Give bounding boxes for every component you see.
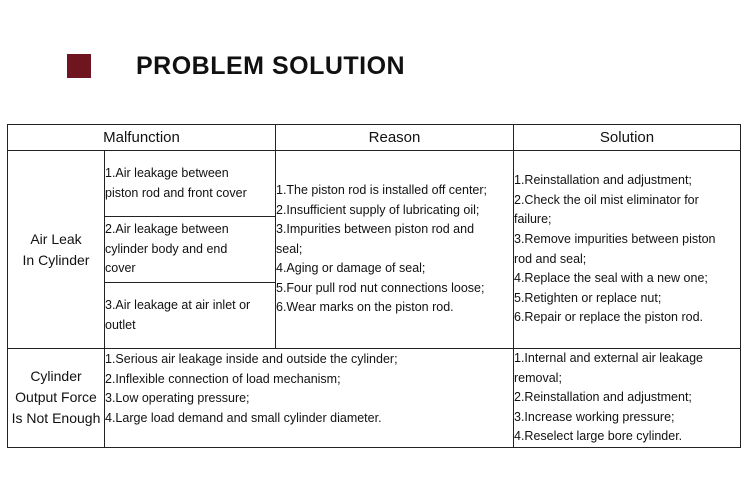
reason-line: 2.Inflexible connection of load mechanism;: [105, 371, 341, 386]
header-solution: Solution: [514, 125, 741, 151]
reason-line: 1.Serious air leakage inside and outside the cylinder;: [105, 352, 398, 366]
solution-line: 3.Increase working pressure;: [514, 409, 675, 424]
sub-item-cell: [105, 151, 276, 217]
malfunction-cell: [8, 349, 105, 448]
solution-line: removal;: [514, 370, 562, 385]
solution-line: 6.Repair or replace the piston rod.: [514, 310, 703, 325]
reason-line: 4.Large load demand and small cylinder diameter.: [105, 410, 382, 425]
reason-line: 5.Four pull rod nut connections loose;: [276, 280, 485, 295]
solution-line: 1.Reinstallation and adjustment;: [514, 173, 692, 188]
reason-cell: [276, 151, 514, 349]
solution-cell: [514, 349, 741, 448]
solution-line: 2.Check the oil mist eliminator for: [514, 192, 699, 207]
table-header-row: [8, 125, 741, 151]
solution-line: 4.Reselect large bore cylinder.: [514, 429, 683, 444]
solution-line: failure;: [514, 212, 552, 227]
sub-item-line: 1.Air leakage between: [105, 165, 229, 180]
solution-line: 1.Internal and external air leakage: [514, 351, 704, 365]
table-row: [8, 151, 741, 217]
solution-line: 4.Replace the seal with a new one;: [514, 271, 708, 286]
malfunction-cell: [8, 151, 105, 349]
sub-item-line: cover: [105, 261, 136, 276]
reason-cell: [105, 349, 514, 448]
malfunction-label-line: Air Leak: [30, 230, 82, 247]
sub-item-cell: [105, 217, 276, 283]
section-heading: [67, 52, 405, 80]
reason-line: 6.Wear marks on the piston rod.: [276, 300, 454, 315]
malfunction-label-line: Is Not Enough: [11, 410, 101, 427]
solution-line: rod and seal;: [514, 251, 587, 266]
solution-line: 3.Remove impurities between piston: [514, 231, 716, 246]
heading-accent-square: [67, 54, 91, 78]
reason-line: 2.Insufficient supply of lubricating oil;: [276, 202, 480, 217]
header-malfunction: Malfunction: [8, 125, 276, 151]
problem-solution-table: [7, 124, 741, 448]
malfunction-label-line: Output Force: [15, 389, 97, 406]
solution-line: 5.Retighten or replace nut;: [514, 290, 662, 305]
malfunction-label-line: In Cylinder: [22, 251, 90, 268]
sub-item-line: piston rod and front cover: [105, 185, 247, 200]
malfunction-label-line: Cylinder: [30, 368, 82, 385]
sub-item-line: cylinder body and end: [105, 241, 228, 256]
sub-item-line: 3.Air leakage at air inlet or: [105, 297, 251, 312]
reason-line: 4.Aging or damage of seal;: [276, 261, 426, 276]
sub-item-cell: [105, 283, 276, 349]
solution-line: 2.Reinstallation and adjustment;: [514, 390, 692, 405]
reason-line: 3.Impurities between piston rod and: [276, 222, 475, 237]
reason-line: 3.Low operating pressure;: [105, 391, 250, 406]
reason-line: seal;: [276, 241, 303, 256]
sub-item-line: 2.Air leakage between: [105, 222, 229, 237]
reason-line: 1.The piston rod is installed off center;: [276, 182, 487, 197]
solution-cell: [514, 151, 741, 349]
table-row: [8, 349, 741, 448]
header-reason: Reason: [276, 125, 514, 151]
page-title: PROBLEM SOLUTION: [136, 51, 406, 80]
sub-item-line: outlet: [105, 317, 136, 332]
